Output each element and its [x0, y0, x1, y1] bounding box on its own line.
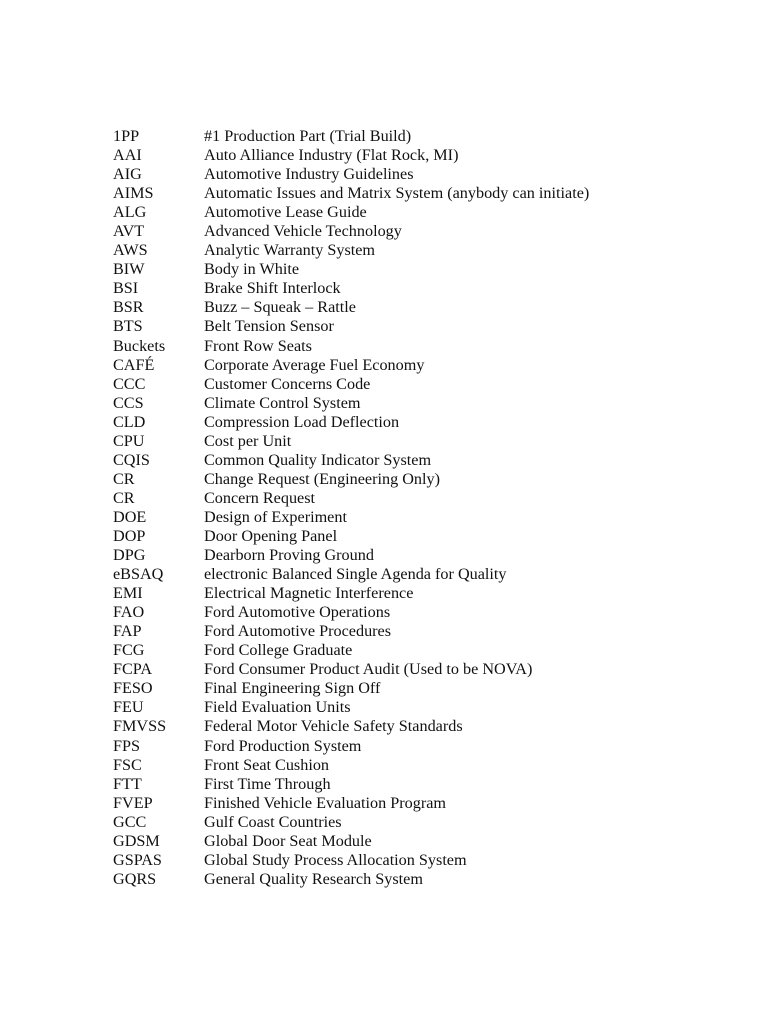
acronym: AIG	[113, 165, 142, 184]
glossary-row	[113, 356, 733, 375]
glossary-row	[113, 813, 733, 832]
acronym: GSPAS	[113, 850, 162, 869]
acronym-definition: Global Door Seat Module	[204, 831, 372, 850]
glossary-row	[113, 527, 733, 546]
acronym: ALG	[113, 203, 147, 222]
acronym: CR	[113, 469, 135, 488]
glossary-row	[113, 298, 733, 317]
glossary-row	[113, 279, 733, 298]
acronym-definition: Ford Production System	[204, 736, 362, 755]
acronym: AVT	[113, 222, 145, 241]
acronym: FTT	[113, 774, 142, 793]
acronym: FAO	[113, 603, 145, 622]
acronym-definition: Electrical Magnetic Interference	[204, 584, 414, 603]
glossary-row	[113, 851, 733, 870]
acronym-definition: Federal Motor Vehicle Safety Standards	[204, 717, 463, 736]
acronym-definition: Ford College Graduate	[204, 641, 353, 660]
acronym: DPG	[113, 546, 146, 565]
glossary-row	[113, 470, 733, 489]
glossary-row	[113, 603, 733, 622]
acronym-definition: Cost per Unit	[204, 431, 292, 450]
acronym: EMI	[113, 584, 143, 603]
acronym-definition: Design of Experiment	[204, 507, 347, 526]
glossary-row	[113, 432, 733, 451]
acronym: BSI	[113, 279, 139, 298]
acronym-definition: Climate Control System	[204, 393, 361, 412]
acronym-definition: Ford Consumer Product Audit (Used to be NOVA)	[204, 660, 533, 679]
acronym: BIW	[113, 260, 145, 279]
glossary-row	[113, 489, 733, 508]
glossary-row	[113, 508, 733, 527]
acronym-definition: Common Quality Indicator System	[204, 450, 432, 469]
glossary-row	[113, 222, 733, 241]
acronym-definition: First Time Through	[204, 774, 331, 793]
glossary-row	[113, 451, 733, 470]
glossary-row	[113, 241, 733, 260]
acronym-definition: Auto Alliance Industry (Flat Rock, MI)	[204, 146, 459, 165]
glossary-row	[113, 832, 733, 851]
acronym-definition: Buzz – Squeak – Rattle	[204, 298, 356, 317]
glossary-row	[113, 184, 733, 203]
glossary-row	[113, 260, 733, 279]
glossary-row	[113, 413, 733, 432]
glossary-row	[113, 717, 733, 736]
acronym: FEU	[113, 698, 144, 717]
acronym: BTS	[113, 317, 143, 336]
glossary-row	[113, 756, 733, 775]
acronym-definition: Automatic Issues and Matrix System (anybody can initiate)	[204, 184, 590, 203]
acronym: CR	[113, 488, 135, 507]
acronym-definition: General Quality Research System	[204, 869, 423, 888]
acronym-definition: Concern Request	[204, 488, 316, 507]
acronym: FSC	[113, 755, 142, 774]
glossary-row	[113, 375, 733, 394]
glossary-row	[113, 127, 733, 146]
glossary-row	[113, 794, 733, 813]
acronym: FVEP	[113, 793, 153, 812]
acronym-definition: Dearborn Proving Ground	[204, 546, 374, 565]
glossary-row	[113, 698, 733, 717]
glossary-row	[113, 679, 733, 698]
acronym-definition: Customer Concerns Code	[204, 374, 371, 393]
acronym-definition: Front Row Seats	[204, 336, 312, 355]
glossary-row	[113, 622, 733, 641]
acronym-definition: electronic Balanced Single Agenda for Quality	[204, 565, 507, 584]
acronym-definition: Ford Automotive Operations	[204, 603, 391, 622]
acronym: FESO	[113, 679, 153, 698]
acronym: CQIS	[113, 450, 150, 469]
acronym: GDSM	[113, 831, 160, 850]
acronym-definition: Belt Tension Sensor	[204, 317, 334, 336]
acronym: FCG	[113, 641, 145, 660]
acronym-definition: #1 Production Part (Trial Build)	[204, 127, 412, 145]
acronym: GCC	[113, 812, 147, 831]
acronym-definition: Analytic Warranty System	[204, 241, 376, 260]
glossary-row	[113, 737, 733, 756]
acronym: BSR	[113, 298, 144, 317]
acronym-definition: Advanced Vehicle Technology	[204, 222, 402, 241]
acronym-definition: Compression Load Deflection	[204, 412, 400, 431]
acronym: CLD	[113, 412, 146, 431]
acronym-glossary	[113, 127, 733, 889]
acronym-definition: Brake Shift Interlock	[204, 279, 341, 298]
acronym: GQRS	[113, 869, 157, 888]
acronym-definition: Finished Vehicle Evaluation Program	[204, 793, 447, 812]
acronym-definition: Front Seat Cushion	[204, 755, 330, 774]
glossary-row	[113, 660, 733, 679]
acronym: FCPA	[113, 660, 153, 679]
acronym: AWS	[113, 241, 148, 260]
acronym: CAFÉ	[113, 355, 155, 374]
glossary-row	[113, 870, 733, 889]
acronym-definition: Global Study Process Allocation System	[204, 850, 467, 869]
acronym: CCS	[113, 393, 144, 412]
glossary-row	[113, 641, 733, 660]
acronym: AAI	[113, 146, 142, 165]
glossary-row	[113, 146, 733, 165]
acronym: DOE	[113, 507, 147, 526]
acronym: 1PP	[113, 127, 140, 145]
acronym-definition: Automotive Industry Guidelines	[204, 165, 414, 184]
acronym: CCC	[113, 374, 146, 393]
acronym: Buckets	[113, 336, 166, 355]
acronym: FPS	[113, 736, 141, 755]
acronym-definition: Change Request (Engineering Only)	[204, 469, 441, 488]
acronym: FMVSS	[113, 717, 167, 736]
acronym-definition: Final Engineering Sign Off	[204, 679, 381, 698]
glossary-row	[113, 584, 733, 603]
glossary-row	[113, 317, 733, 336]
glossary-row	[113, 565, 733, 584]
glossary-row	[113, 775, 733, 794]
acronym-definition: Ford Automotive Procedures	[204, 622, 392, 641]
acronym: AIMS	[113, 184, 154, 203]
acronym-definition: Automotive Lease Guide	[204, 203, 367, 222]
glossary-row	[113, 394, 733, 413]
glossary-row	[113, 165, 733, 184]
acronym: eBSAQ	[113, 565, 164, 584]
glossary-row	[113, 546, 733, 565]
acronym-definition: Door Opening Panel	[204, 526, 338, 545]
acronym: FAP	[113, 622, 142, 641]
acronym-definition: Corporate Average Fuel Economy	[204, 355, 425, 374]
acronym: CPU	[113, 431, 145, 450]
acronym-definition: Gulf Coast Countries	[204, 812, 342, 831]
acronym-definition: Field Evaluation Units	[204, 698, 351, 717]
glossary-row	[113, 337, 733, 356]
acronym-definition: Body in White	[204, 260, 300, 279]
glossary-row	[113, 203, 733, 222]
acronym: DOP	[113, 526, 146, 545]
